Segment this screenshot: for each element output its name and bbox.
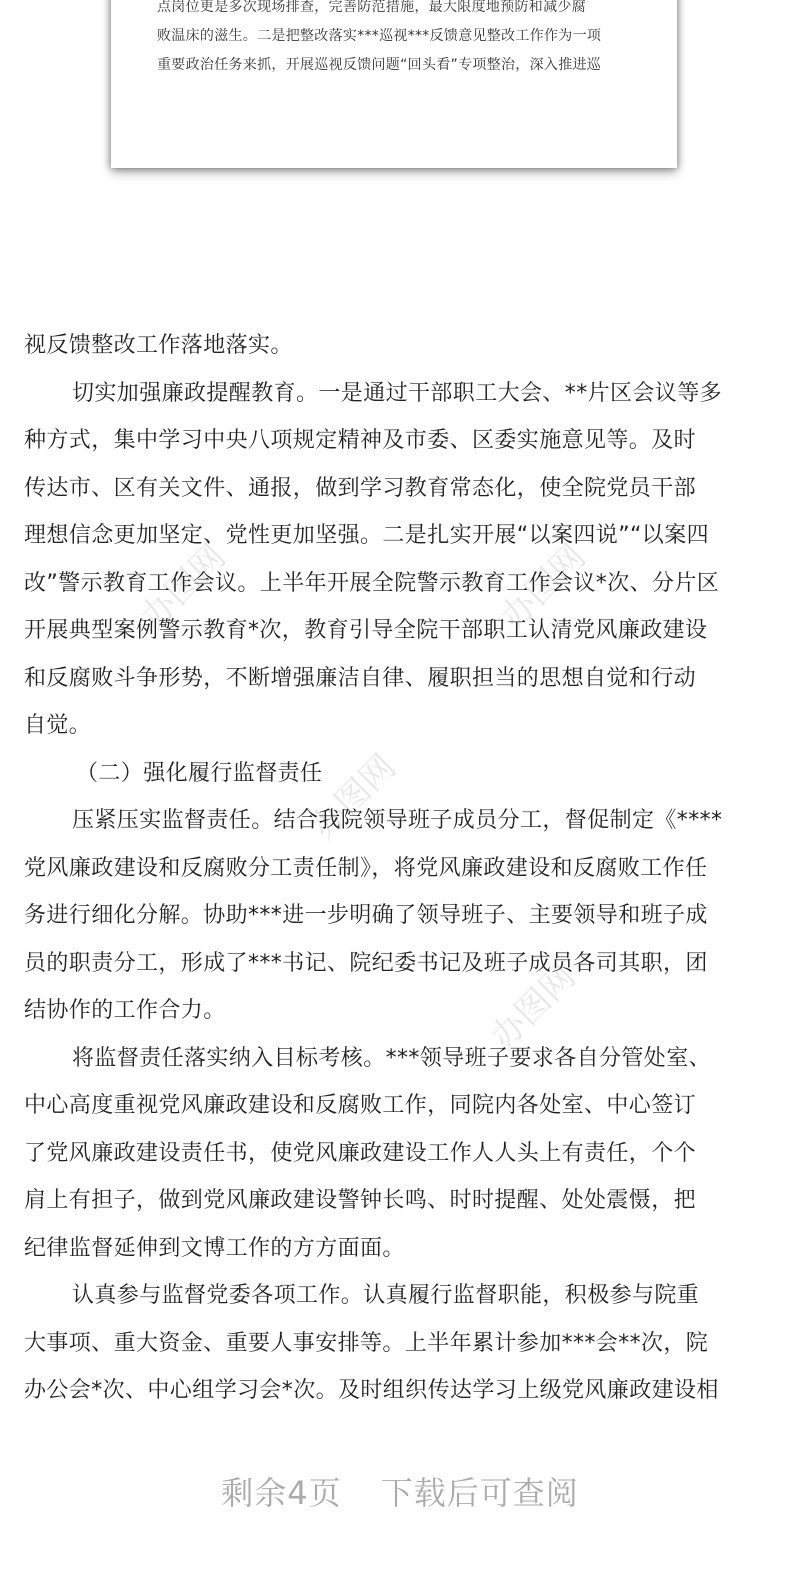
document-line: 办公会*次、中心组学习会*次。及时组织传达学习上级党风廉政建设相: [24, 1378, 719, 1403]
document-line: 切实加强廉政提醒教育。一是通过干部职工大会、**片区会议等多: [72, 380, 723, 406]
document-line: 压紧压实监督责任。结合我院领导班子成员分工，督促制定《****: [72, 808, 723, 833]
document-line: 结协作的工作合力。: [24, 998, 226, 1023]
document-line: 传达市、区有关文件、通报，做到学习教育常态化，使全院党员干部: [24, 475, 697, 501]
document-line: 了党风廉政建设责任书，使党风廉政建设工作人人头上有责任，个个: [24, 1140, 697, 1166]
document-line: 视反馈整改工作落地落实。: [24, 333, 293, 358]
document-line: 纪律监督延伸到文博工作的方方面面。: [24, 1235, 405, 1261]
download-prompt[interactable]: [0, 1468, 800, 1514]
document-line: 员的职责分工，形成了***书记、院纪委书记及班子成员各司其职，团: [24, 950, 708, 976]
document-line: 务进行细化分解。协助***进一步明确了领导班子、主要领导和班子成: [24, 903, 708, 928]
watermark: 办图网: [133, 536, 234, 638]
preview-page-card: [111, 0, 677, 168]
download-to-view-label: 下载后可查阅: [380, 1474, 579, 1512]
preview-text: [157, 0, 647, 80]
document-line: 大事项、重大资金、重要人事安排等。上半年累计参加***会**次，院: [24, 1330, 709, 1356]
watermark: 办图网: [303, 746, 404, 848]
preview-line: 点岗位更是多次现场排查，完善防范措施，最大限度地预防和减少腐: [157, 0, 586, 15]
watermark: 办图网: [483, 956, 584, 1058]
document-line: 开展典型案例警示教育*次，教育引导全院干部职工认清党风廉政建设: [24, 618, 708, 643]
document-line: 党风廉政建设和反腐败分工责任制》，将党风廉政建设和反腐败工作任: [24, 855, 708, 881]
document-line: 肩上有担子，做到党风廉政建设警钟长鸣、时时提醒、处处震慑，把: [24, 1188, 697, 1213]
document-line: 认真参与监督党委各项工作。认真履行监督职能，积极参与院重: [72, 1283, 700, 1308]
preview-line: 败温床的滋生。二是把整改落实***巡视***反馈意见整改工作作为一项: [157, 28, 602, 44]
document-line: 自觉。: [24, 713, 92, 738]
section-heading: （二）强化履行监督责任: [76, 760, 323, 786]
document-line: 理想信念更加坚定、党性更加坚强。二是扎实开展“以案四说”“以案四: [24, 523, 709, 548]
document-line: 中心高度重视党风廉政建设和反腐败工作，同院内各处室、中心签订: [24, 1093, 697, 1118]
document-line: 改”警示教育工作会议。上半年开展全院警示教育工作会议*次、分片区: [24, 570, 720, 596]
preview-line: 重要政治任务来抓，开展巡视反馈问题“回头看”专项整治，深入推进巡: [157, 57, 602, 73]
watermark: 办图网: [493, 536, 594, 638]
document-line: 将监督责任落实纳入目标考核。***领导班子要求各自分管处室、: [72, 1045, 712, 1071]
document-line: 和反腐败斗争形势，不断增强廉洁自律、履职担当的思想自觉和行动: [24, 665, 697, 691]
document-body: [24, 322, 776, 1415]
document-line: 种方式，集中学习中央八项规定精神及市委、区委实施意见等。及时: [24, 428, 697, 453]
remaining-pages-label: 剩余4页: [221, 1474, 342, 1512]
